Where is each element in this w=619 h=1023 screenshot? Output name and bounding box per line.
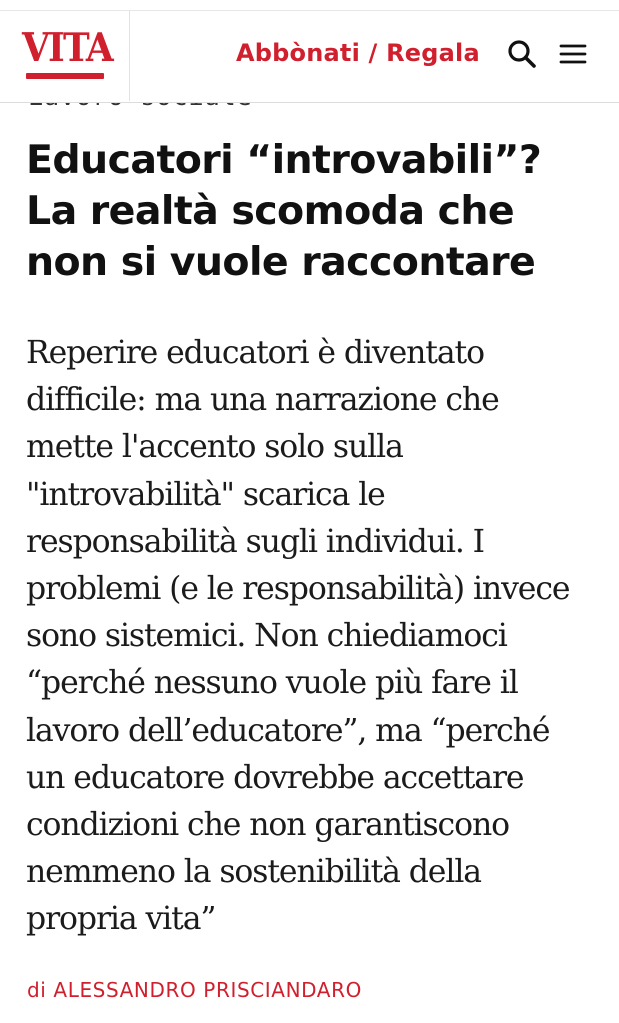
lead-line: problemi (e le responsabilità) invece xyxy=(26,571,570,608)
site-header xyxy=(0,0,619,103)
vita-logo[interactable] xyxy=(22,25,112,84)
lead-line: propria vita” xyxy=(26,901,216,938)
lead-line: nemmeno la sostenibilità della xyxy=(26,854,481,891)
lead-line: “perché nessuno vuole più fare il xyxy=(26,665,518,702)
subscribe-gift-link[interactable]: Abbònati / Regala xyxy=(236,39,480,67)
byline-prefix: di xyxy=(27,978,47,1002)
title-line: non si vuole raccontare xyxy=(26,239,536,285)
lead-line: sono sistemici. Non chiediamoci xyxy=(26,618,507,655)
lead-line: un educatore dovrebbe accettare xyxy=(26,759,524,796)
lead-line: condizioni che non garantiscono xyxy=(26,807,510,844)
search-icon xyxy=(506,38,538,70)
hamburger-menu-icon xyxy=(558,40,588,68)
logo-underline xyxy=(26,73,104,79)
title-line: Educatori “introvabili”? xyxy=(26,137,542,183)
menu-button[interactable] xyxy=(558,40,588,68)
search-button[interactable] xyxy=(506,38,538,70)
article-byline xyxy=(27,976,362,1004)
article-lead xyxy=(26,330,616,944)
logo-text: VITA xyxy=(22,25,112,71)
lead-line: difficile: ma una narrazione che xyxy=(26,382,499,419)
header-top-border xyxy=(0,10,619,11)
lead-line: responsabilità sugli individui. I xyxy=(26,523,485,560)
lead-line: Reperire educatori è diventato xyxy=(26,335,484,371)
author-link[interactable]: ALESSANDRO PRISCIANDARO xyxy=(53,978,362,1002)
header-divider xyxy=(129,11,130,101)
title-line: La realtà scomoda che xyxy=(26,188,515,234)
article-title xyxy=(26,135,606,288)
lead-line: mette l'accento solo sulla xyxy=(26,429,403,466)
lead-line: "introvabilità" scarica le xyxy=(26,476,385,513)
lead-line: lavoro dell’educatore”, ma “perché xyxy=(26,712,550,749)
